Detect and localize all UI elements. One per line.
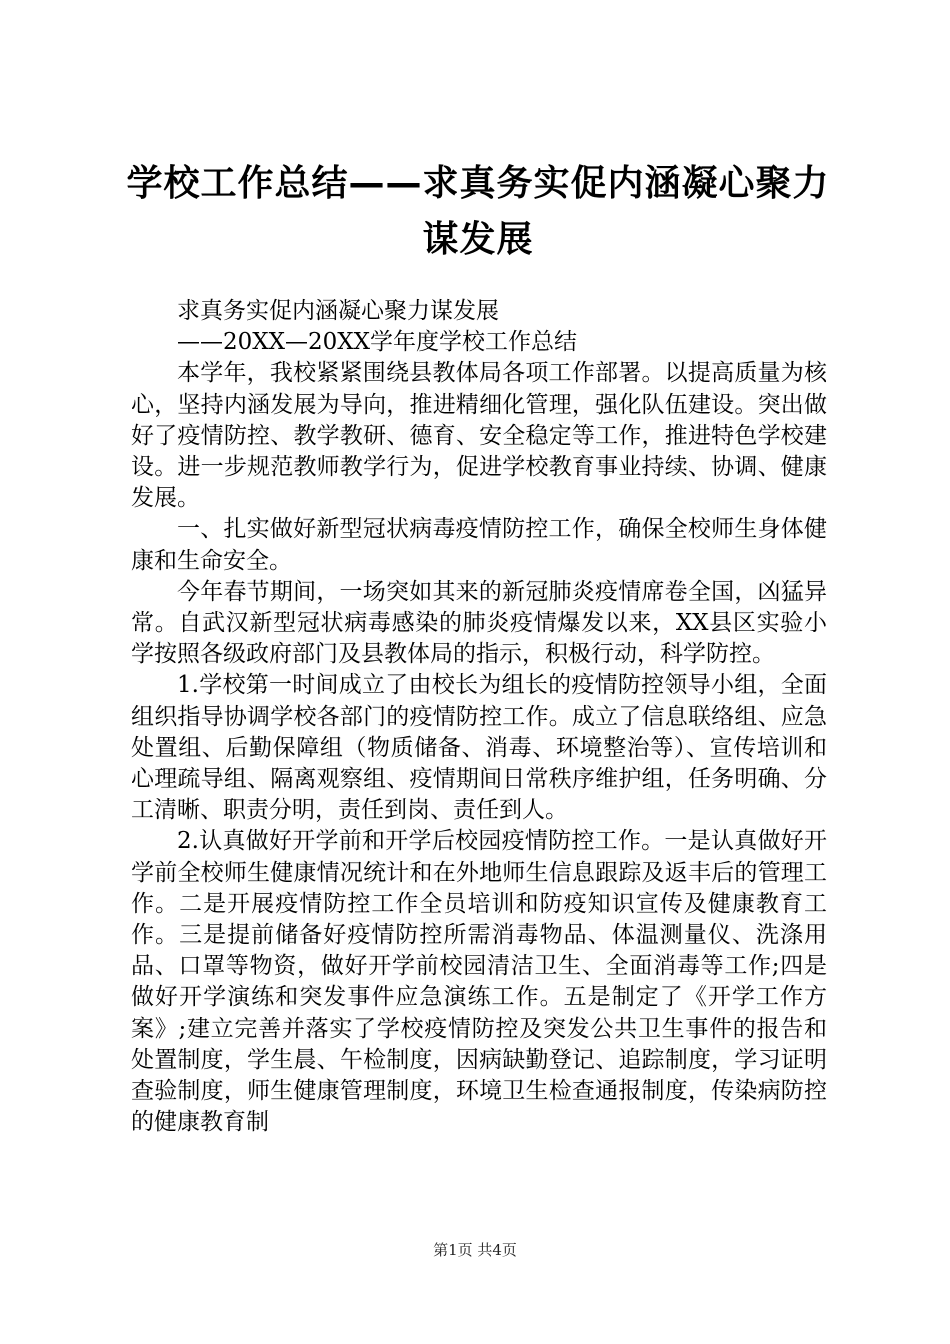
section-heading: 一、扎实做好新型冠状病毒疫情防控工作，确保全校师生身体健康和生命安全。 [131,516,827,574]
subtitle-year-line: ——20XX—20XX学年度学校工作总结 [177,329,578,356]
body-paragraph: 本学年，我校紧紧围绕县教体局各项工作部署。以提高质量为核心，坚持内涵发展为导向，推进精细化管理，强化队伍建设。突出做好了疫情防控、教学教研、德育、安全稳定等工作，推进特色学校建设。进一步规范教师教学行为，促进学校教育事业持续、协调、健康发展。 [131,360,827,512]
body-paragraph: 2.认真做好开学前和开学后校园疫情防控工作。一是认真做好开学前全校师生健康情况统计和在外地师生信息跟踪及返丰后的管理工作。二是开展疫情防控工作全员培训和防疫知识宣传及健康教育工作。三是提前储备好疫情防控所需消毒物品、体温测量仪、洗涤用品、口罩等物资，做好开学前校园清洁卫生、全面消毒等工作;四是做好开学演练和突发事件应急演练工作。五是制定了《开学工作方案》;建立完善并落实了学校疫情防控及突发公共卫生事件的报告和处置制度，学生晨、午检制度，因病缺勤登记、追踪制度，学习证明查验制度，师生健康管理制度，环境卫生检查通报制度，传染病防控的健康教育制 [131,828,827,1136]
subtitle-line: 求真务实促内涵凝心聚力谋发展 [177,298,499,324]
body-paragraph: 1.学校第一时间成立了由校长为组长的疫情防控领导小组，全面组织指导协调学校各部门的疫情防控工作。成立了信息联络组、应急处置组、后勤保障组（物质储备、消毒、环境整治等）、宣传培训和心理疏导组、隔离观察组、疫情期间日常秩序维护组，任务明确、分工清晰、职责分明，责任到岗、责任到人。 [131,672,827,824]
body-paragraph: 今年春节期间，一场突如其来的新冠肺炎疫情席卷全国，凶猛异常。自武汉新型冠状病毒感染的肺炎疫情爆发以来，XX县区实验小学按照各级政府部门及县教体局的指示，积极行动，科学防控。 [131,578,827,668]
document-body [131,296,827,1138]
page-footer: 第1页 共4页 [433,1241,517,1259]
document-title: 学校工作总结——求真务实促内涵凝心聚力谋发展 [126,163,830,260]
